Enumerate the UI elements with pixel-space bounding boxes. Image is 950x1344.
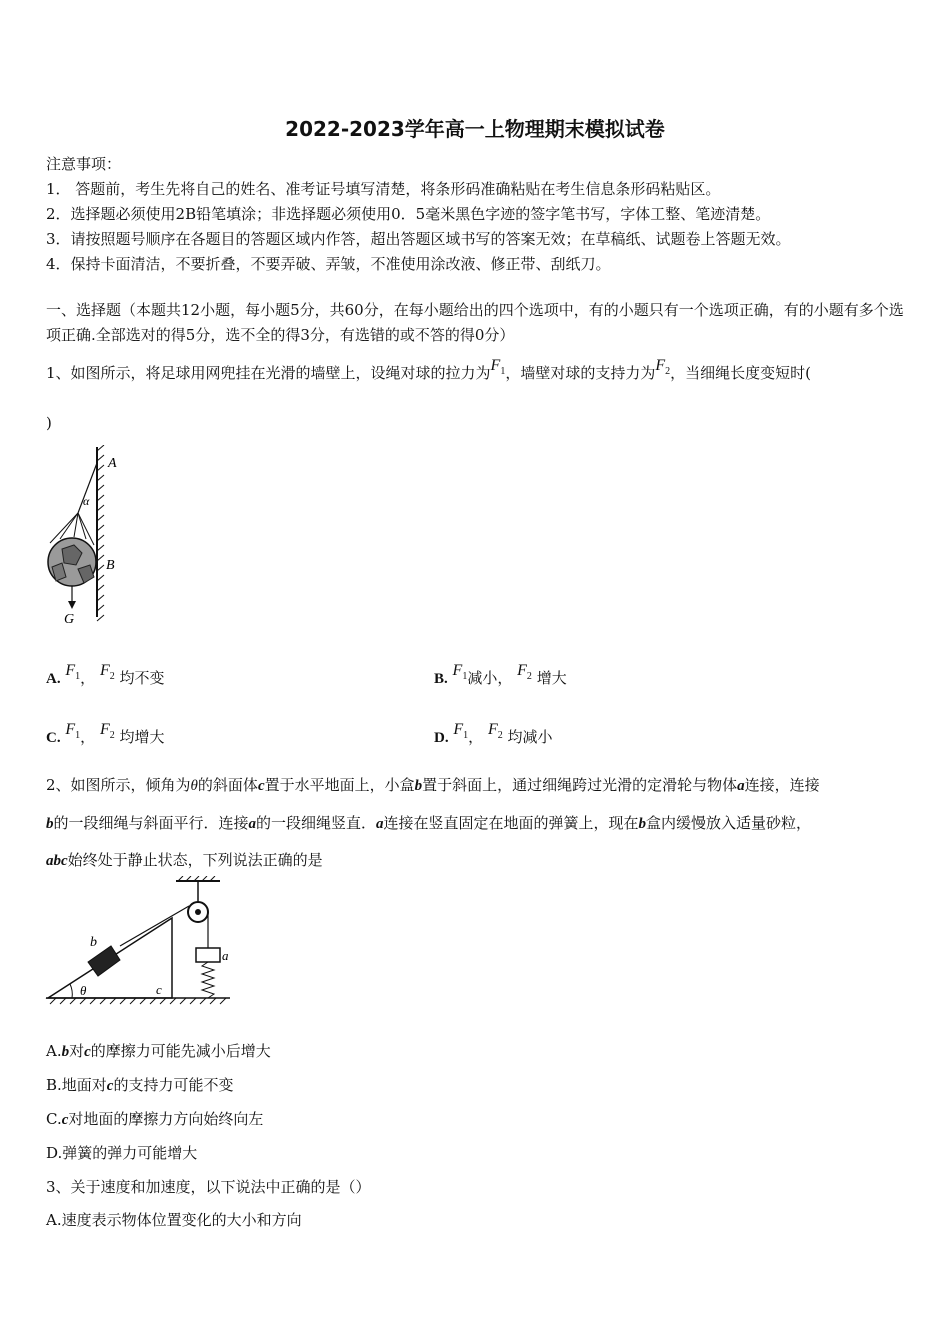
q2-option-b[interactable]: B.地面对c的支持力可能不变 <box>46 1076 234 1094</box>
section-heading: 一、选择题（本题共12小题，每小题5分，共60分，在每小题给出的四个选项中，有的小题只有一个选项正确，有的小题有多个选项正确.全部选对的得5分，选不全的得3分，有选错的或不答的得0分） <box>46 301 904 344</box>
label-a: a <box>222 948 229 963</box>
label-c: c <box>156 982 162 997</box>
q2-stem-line3: abc始终处于静止状态，下列说法正确的是 <box>46 851 323 869</box>
label-A: A <box>108 456 117 471</box>
notice-item-1: 1． 答题前，考生先将自己的姓名、准考证号填写清楚，将条形码准确粘贴在考生信息条形码粘贴区。 <box>46 180 721 198</box>
q1-option-a[interactable]: A. $F_1$， $F_2$ 均不变 <box>46 662 165 687</box>
label-alpha: α <box>83 494 90 508</box>
notice-item-3: 3．请按照题号顺序在各题目的答题区域内作答，超出答题区域书写的答案无效；在草稿纸、试题卷上答题无效。 <box>46 230 791 248</box>
q1-figure <box>40 445 130 630</box>
q3-option-a[interactable]: A.速度表示物体位置变化的大小和方向 <box>46 1211 302 1229</box>
notice-heading: 注意事项： <box>46 155 122 173</box>
label-B: B <box>106 558 115 573</box>
q2-option-d[interactable]: D.弹簧的弹力可能增大 <box>46 1144 198 1162</box>
q2-stem-line2: b的一段细绳与斜面平行．连接a的一段细绳竖直．a连接在竖直固定在地面的弹簧上，现在b盒内缓慢放入适量砂粒， <box>46 814 812 832</box>
q2-option-a[interactable]: A.b对c的摩擦力可能先减小后增大 <box>46 1042 271 1060</box>
q1-option-d[interactable]: D. $F_1$， $F_2$ 均减小 <box>434 721 553 746</box>
label-b: b <box>90 935 97 950</box>
q1-stem-close: ) <box>46 414 52 432</box>
label-G: G <box>64 612 75 627</box>
q2-stem-line1: 2、如图所示，倾角为θ的斜面体c置于水平地面上，小盒b置于斜面上，通过细绳跨过光滑的定滑轮与物体a连接，连接 <box>46 776 820 794</box>
label-theta: θ <box>80 983 87 998</box>
q3-stem: 3、关于速度和加速度，以下说法中正确的是（） <box>46 1178 371 1196</box>
q1-option-b[interactable]: B. $F_1$减小， $F_2$ 增大 <box>434 662 567 687</box>
notice-item-2: 2．选择题必须使用2B铅笔填涂；非选择题必须使用0．5毫米黑色字迹的签字笔书写，字体工整、笔迹清楚。 <box>46 205 771 223</box>
q1-option-c[interactable]: C. $F_1$， $F_2$ 均增大 <box>46 721 165 746</box>
q2-figure <box>44 876 234 1008</box>
notice-item-4: 4．保持卡面清洁，不要折叠，不要弄破、弄皱，不准使用涂改液、修正带、刮纸刀。 <box>46 255 611 273</box>
page-title: 2022-2023学年高一上物理期末模拟试卷 <box>285 117 665 141</box>
q1-stem: 1、如图所示，将足球用网兜挂在光滑的墙壁上，设绳对球的拉力为$F_1$，墙壁对球的支持力为$F_2$，当细绳长度变短时( <box>46 357 811 382</box>
q2-option-c[interactable]: C.c对地面的摩擦力方向始终向左 <box>46 1110 264 1128</box>
